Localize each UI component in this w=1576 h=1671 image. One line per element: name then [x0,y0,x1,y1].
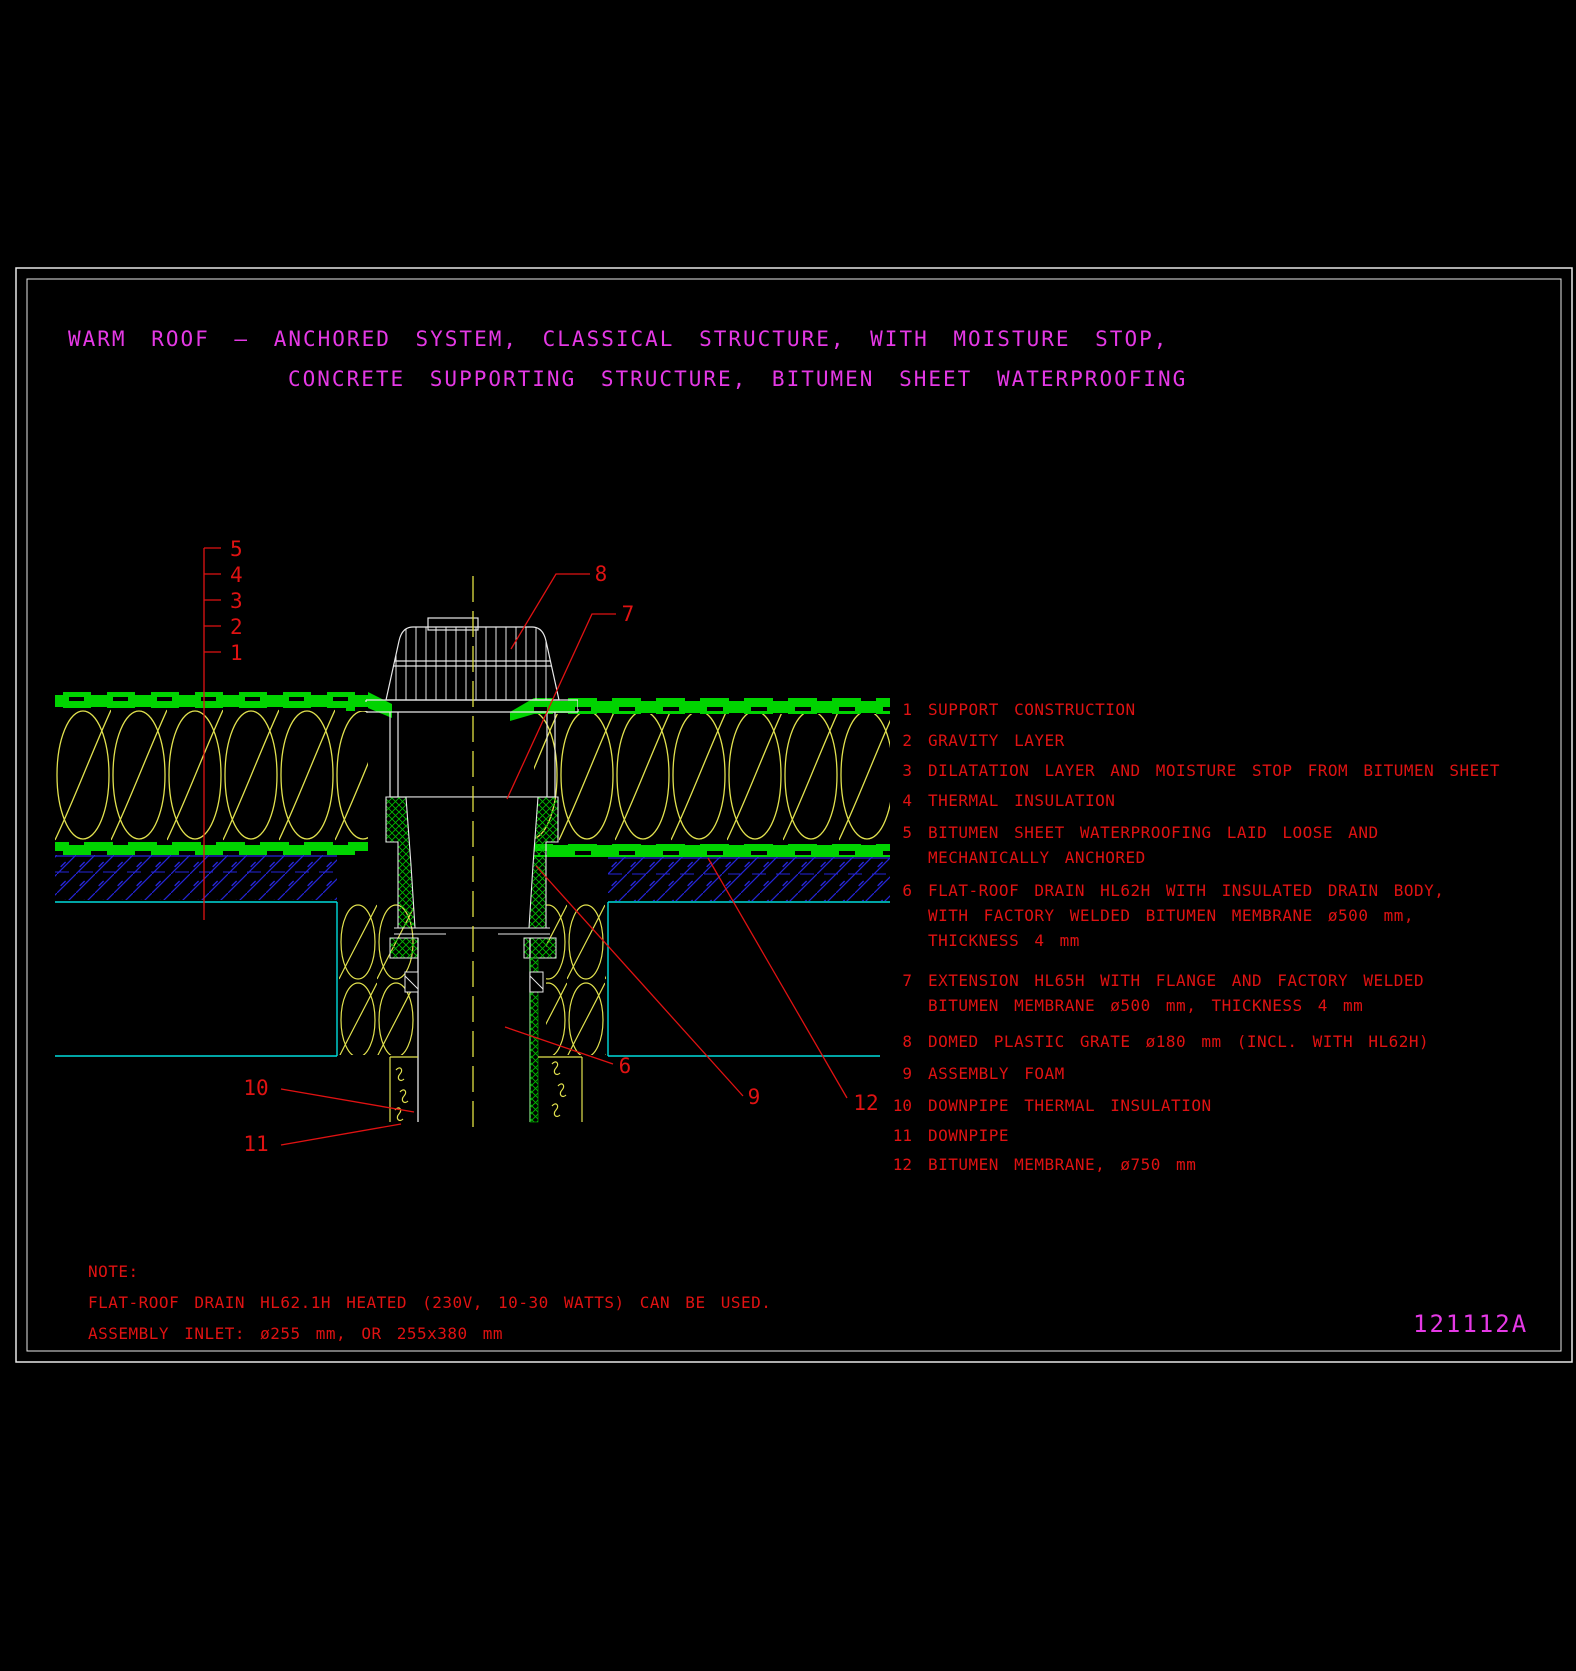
legend-num: 2 [902,731,912,750]
legend-text: WITH FACTORY WELDED BITUMEN MEMBRANE ø500 mm, [928,906,1414,925]
legend-text: MECHANICALLY ANCHORED [928,848,1146,867]
scale-label-1: 1 [230,641,243,665]
legend-num: 3 [902,761,912,780]
legend-num: 5 [902,823,912,842]
scale-label-4: 4 [230,563,243,587]
legend-item-12 [882,1152,1542,1177]
scale-label-5: 5 [230,537,243,561]
legend-text: DILATATION LAYER AND MOISTURE STOP FROM BITUMEN SHEET [928,761,1501,780]
legend [882,697,1542,1177]
callout-downpipe-insulation: 10 [243,1076,269,1100]
sheet-title-line-2: CONCRETE SUPPORTING STRUCTURE, BITUMEN SHEET WATERPROOFING [288,367,1188,391]
layer-scale-labels [230,537,243,665]
legend-text: BITUMEN SHEET WATERPROOFING LAID LOOSE AND [928,823,1379,842]
legend-text: EXTENSION HL65H WITH FLANGE AND FACTORY WELDED [928,971,1425,990]
legend-text: ASSEMBLY FOAM [928,1064,1065,1083]
legend-num: 12 [892,1155,912,1174]
note-label: NOTE: [88,1262,139,1281]
legend-text: SUPPORT CONSTRUCTION [928,700,1136,719]
callout-drain: 6 [618,1054,632,1078]
legend-num: 8 [902,1032,912,1051]
downpipe-insulation [390,1057,582,1122]
legend-text: THERMAL INSULATION [928,791,1116,810]
legend-text: BITUMEN MEMBRANE ø500 mm, THICKNESS 4 mm [928,996,1364,1015]
legend-text: BITUMEN MEMBRANE, ø750 mm [928,1155,1197,1174]
legend-item-1 [882,697,1542,722]
legend-item-3 [882,758,1542,783]
legend-text: DOWNPIPE THERMAL INSULATION [928,1096,1212,1115]
legend-text: THICKNESS 4 mm [928,931,1080,950]
legend-item-7 [882,968,1542,1018]
legend-num: 1 [902,700,912,719]
note-block [88,1256,771,1349]
legend-item-10 [882,1093,1542,1118]
legend-item-11 [882,1123,1542,1148]
legend-item-2 [882,728,1542,753]
legend-text: GRAVITY LAYER [928,731,1065,750]
legend-num: 4 [902,791,912,810]
note-line-1: FLAT-ROOF DRAIN HL62.1H HEATED (230V, 10-30 WATTS) CAN BE USED. [88,1293,772,1312]
legend-item-8 [882,1029,1542,1054]
callout-membrane: 12 [853,1091,879,1115]
callout-downpipe: 11 [243,1132,269,1156]
legend-text: DOWNPIPE [928,1126,1010,1145]
legend-num: 9 [902,1064,912,1083]
legend-item-6 [882,878,1542,953]
scale-label-2: 2 [230,615,243,639]
note-line-2: ASSEMBLY INLET: ø255 mm, OR 255x380 mm [88,1324,504,1343]
legend-item-9 [882,1061,1542,1086]
drawing-number: 121112A [1413,1310,1529,1338]
legend-item-5 [882,820,1542,870]
legend-text: FLAT-ROOF DRAIN HL62H WITH INSULATED DRAIN BODY, [928,881,1445,900]
sheet-title-line-1: WARM ROOF — ANCHORED SYSTEM, CLASSICAL STRUCTURE, WITH MOISTURE STOP, [68,327,1169,351]
legend-num: 7 [902,971,912,990]
callout-extension: 7 [621,602,635,626]
callout-grate: 8 [594,562,608,586]
legend-num: 11 [892,1126,912,1145]
downpipe [405,938,543,1122]
legend-item-4 [882,788,1542,813]
scale-label-3: 3 [230,589,243,613]
legend-num: 10 [892,1096,912,1115]
legend-text: DOMED PLASTIC GRATE ø180 mm (INCL. WITH HL62H) [928,1032,1430,1051]
callout-foam: 9 [747,1085,761,1109]
insulated-drain-body [386,797,558,958]
legend-num: 6 [902,881,912,900]
